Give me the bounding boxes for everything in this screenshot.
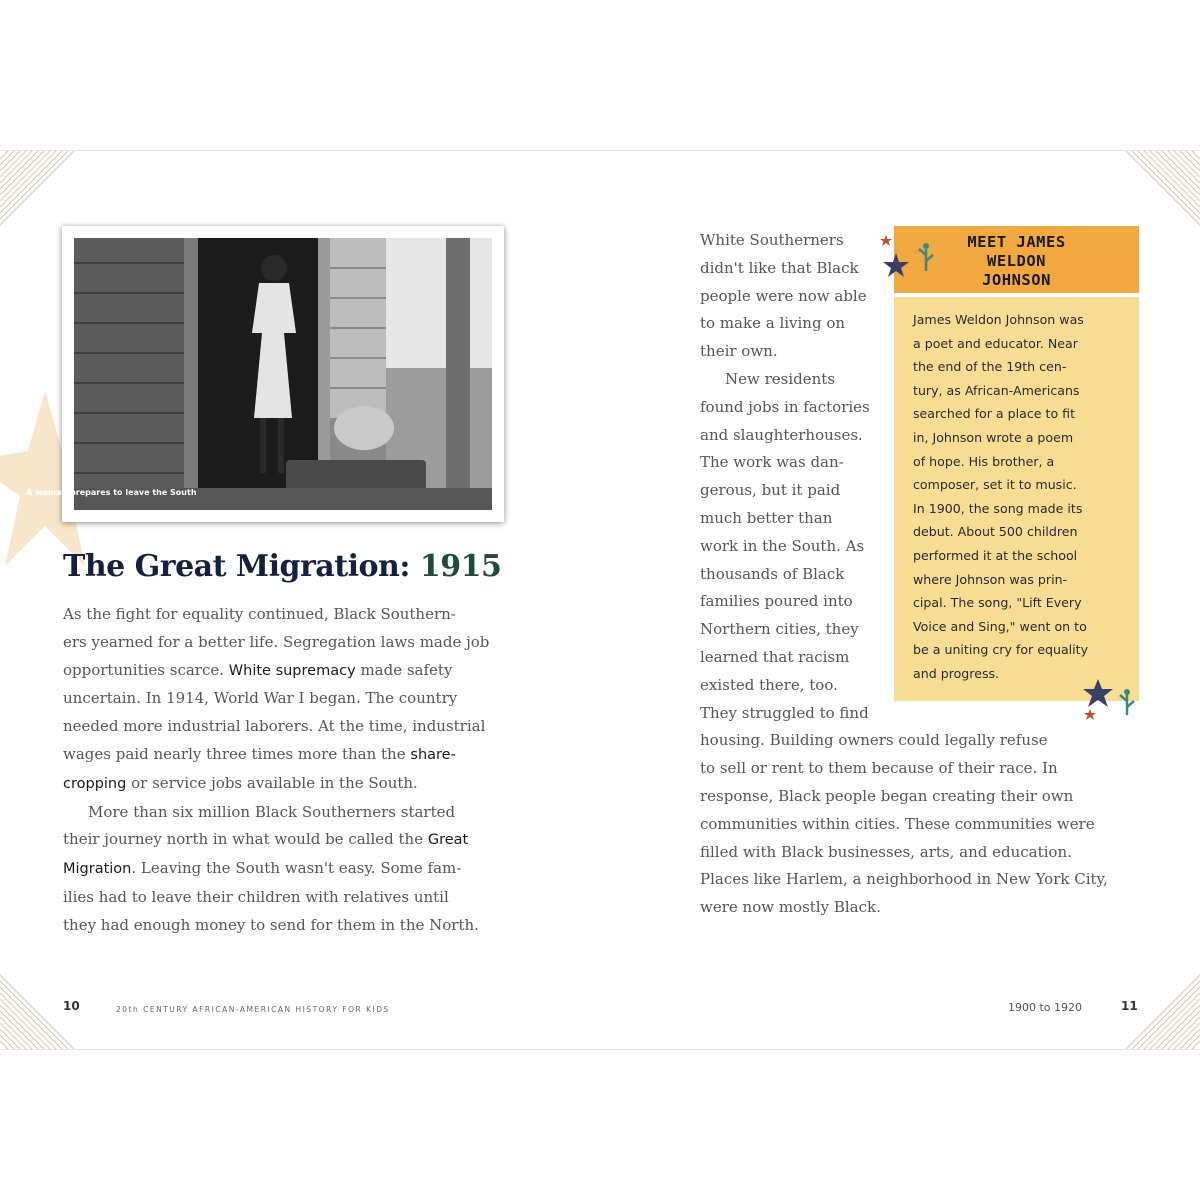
text-line: ilies had to leave their children with relatives until [63,887,449,906]
sidebar-line: composer, set it to music. [913,477,1077,493]
text-line: families poured into [700,592,853,611]
sidebar-title-line: WELDON [987,252,1046,270]
glossary-term[interactable]: share- [410,746,456,763]
text-line: found jobs in factories [700,397,870,416]
sidebar-line: in, Johnson wrote a poem [913,429,1074,445]
text-line: As the fight for equality continued, Black Southern- [63,605,456,623]
text-fragment: wages paid nearly three times more than the [63,744,406,763]
left-page-number [63,995,80,1014]
sidebar-line: and progress. [913,665,1000,681]
photo-caption: A woman prepares to leave the South [26,488,197,497]
page-title [63,549,501,584]
text-fragment: or service jobs available in the South. [131,773,418,792]
sidebar-line: the end of the 19th cen- [913,359,1067,375]
book-spread [0,150,1200,1050]
glossary-term[interactable]: White supremacy [228,662,356,679]
right-page-number [1121,995,1138,1014]
photo-frame [62,226,504,522]
text-line [63,741,503,770]
corner-lines-icon [1120,151,1200,231]
sidebar-line: tury, as African-Americans [913,382,1080,398]
running-head [116,997,390,1016]
text-line: to sell or rent to them because of their race. In [700,759,1058,778]
sidebar-line: Voice and Sing," went on to [913,618,1087,634]
corner-lines-icon [0,151,80,231]
sidebar-text [913,308,1128,686]
text-line [63,826,503,855]
text-line: existed there, too. [700,675,838,694]
heading-year: 1915 [419,549,502,584]
text-line: much better than [700,508,833,527]
text-line: More than six million Black Southerners started [88,802,456,821]
text-line: their own. [700,342,778,361]
sidebar-line: cipal. The song, "Lift Every [913,595,1082,611]
text-line: needed more industrial laborers. At the time, industrial [63,717,486,736]
glossary-term[interactable]: cropping [63,775,127,792]
section-label-text: 1900 to 1920 [1008,1001,1083,1014]
text-fragment: made safety [360,660,453,679]
text-line: housing. Building owners could legally refuse [700,731,1048,750]
text-line [63,657,503,686]
sidebar-line: James Weldon Johnson was [913,312,1084,327]
sidebar-line: a poet and educator. Near [913,335,1078,351]
text-line: The work was dan- [700,453,844,472]
text-line [63,770,503,799]
star-icon [878,235,912,281]
text-line: response, Black people began creating their own [700,786,1074,805]
star-icon [1082,679,1116,723]
sidebar-line: where Johnson was prin- [913,571,1068,587]
sidebar-line: of hope. His brother, a [913,453,1055,469]
sidebar-line: debut. About 500 children [913,524,1078,540]
sidebar-title-line: MEET JAMES [967,233,1066,251]
page-number: 10 [63,999,80,1013]
glossary-term[interactable]: Great [427,832,469,849]
text-line: to make a living on [700,314,846,333]
text-line: Northern cities, they [700,620,859,639]
heading-text: The Great Migration: [63,549,410,584]
sidebar-line: performed it at the school [913,547,1078,563]
running-head-text: 20th CENTURY AFRICAN-AMERICAN HISTORY FOR KIDS [116,1005,390,1014]
flower-sprig-icon [915,241,937,273]
text-line: filled with Black businesses, arts, and education. [700,842,1072,861]
text-line: gerous, but it paid [700,481,841,500]
text-line: uncertain. In 1914, World War I began. The country [63,689,458,708]
text-line: they had enough money to send for them in the North. [63,915,479,934]
text-line: communities within cities. These communities were [700,814,1095,833]
sidebar-line: be a uniting cry for equality [913,642,1089,658]
text-line: New residents [725,369,836,388]
sidebar-body [894,297,1139,701]
text-line: people were now able [700,286,867,305]
text-fragment: . Leaving the South wasn't easy. Some fam- [131,859,462,878]
text-line: They struggled to find [700,703,869,722]
text-fragment: their journey north in what would be called the [63,830,424,849]
text-line: ers yearned for a better life. Segregation laws made job [63,632,490,651]
text-line: didn't like that Black [700,258,859,277]
glossary-term[interactable]: Migration [63,861,132,878]
text-fragment: opportunities scarce. [63,660,225,679]
page-number: 11 [1121,999,1138,1013]
flower-sprig-icon [1116,687,1138,717]
left-body-text [63,601,503,940]
text-line: Places like Harlem, a neighborhood in New York City, [700,870,1108,889]
text-line [63,855,503,884]
historical-photo [74,238,492,510]
section-label [1008,996,1082,1015]
text-line: White Southerners [700,231,844,249]
sidebar-line: In 1900, the song made its [913,500,1083,516]
text-line: were now mostly Black. [700,898,881,917]
text-line: thousands of Black [700,564,845,583]
sidebar-title-line: JOHNSON [982,271,1051,289]
text-line: work in the South. As [700,536,865,555]
text-line: and slaughterhouses. [700,425,863,444]
sidebar-line: searched for a place to fit [913,406,1076,422]
text-line: learned that racism [700,647,850,666]
